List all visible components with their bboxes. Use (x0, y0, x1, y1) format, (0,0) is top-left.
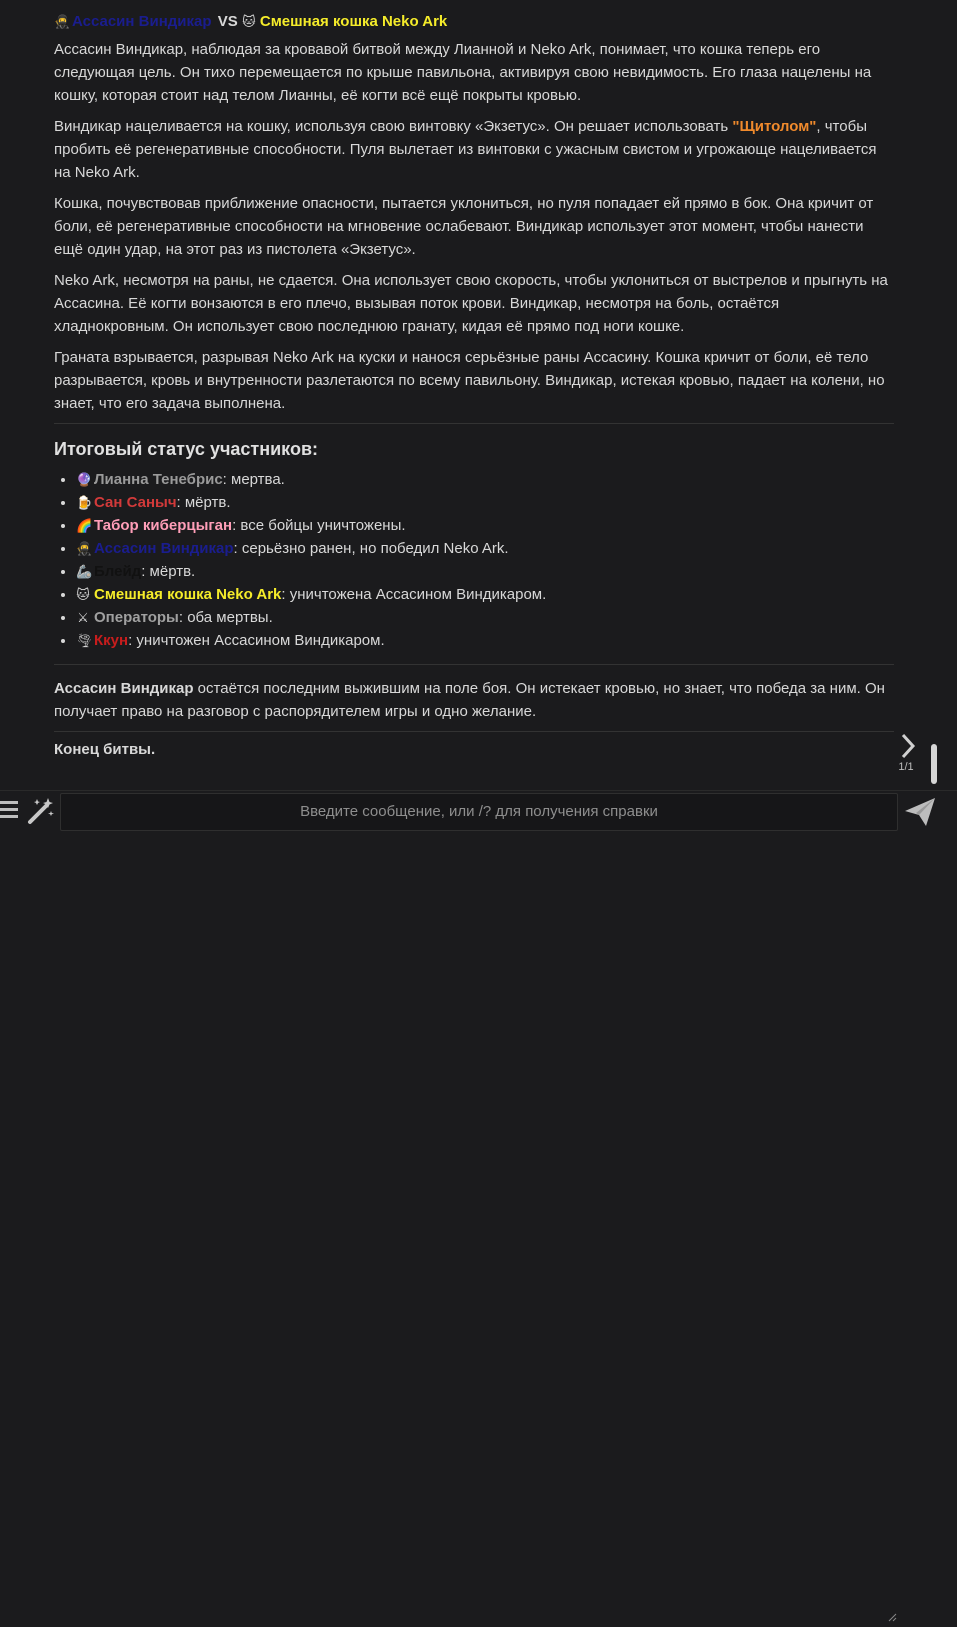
participant-name: Операторы (94, 609, 179, 626)
menu-button[interactable] (0, 799, 22, 823)
status-item-assassin (76, 537, 894, 560)
chat-area (0, 0, 957, 790)
page-counter: 1/1 (898, 761, 914, 773)
ninja-icon: 🥷 (76, 541, 93, 556)
ninja-icon: 🥷 (54, 14, 71, 29)
send-icon (902, 795, 938, 829)
battle-header (54, 10, 894, 33)
battle-end-text: Конец битвы. (54, 741, 156, 758)
bot-message (54, 10, 894, 769)
participant-name: Табор киберцыган (94, 517, 233, 534)
divider (54, 423, 894, 424)
vs-label: VS (217, 13, 238, 30)
participant-status: : мёртв. (141, 563, 196, 580)
participant-name: Лианна Тенебрис (94, 471, 223, 488)
status-item-blade (76, 560, 894, 583)
fighter-1-name: Ассасин Виндикар (72, 13, 212, 30)
cat-icon: 🐱 (76, 587, 90, 602)
crossed-swords-icon: ⚔ (77, 610, 89, 625)
paragraph-2-text-b: , чтобы пробить её регенеративные способности. Пуля вылетает из винтовки с ужасным свистом и угрожающе нацеливается на Neko Ark. (54, 118, 877, 181)
scrollbar-thumb[interactable] (931, 744, 937, 784)
paragraph-1: Ассасин Виндикар, наблюдая за кровавой битвой между Лианной и Neko Ark, понимает, что кошка теперь его следующая цель. Он тихо перемещается по крыше павильона, активируя свою невидимость. Его глаза нацелены на кошку, которая стоит над телом Лианны, её когти всё ещё покрыты кровью. (54, 41, 872, 104)
participant-status: : мертва. (222, 471, 285, 488)
participant-name: Ккун (94, 632, 129, 649)
status-item-lianna (76, 468, 894, 491)
fighter-2-name: Смешная кошка Neko Ark (259, 13, 448, 30)
participant-name: Ассасин Виндикар (94, 540, 234, 557)
participant-name: Сан Саныч (94, 494, 177, 511)
input-bar (0, 790, 957, 834)
divider (54, 731, 894, 732)
tornado-icon: 🌪 (76, 633, 93, 648)
final-paragraph (54, 677, 894, 723)
status-item-san-sanych (76, 491, 894, 514)
participant-status: : серьёзно ранен, но победил Neko Ark. (233, 540, 509, 557)
status-item-operators (76, 606, 894, 629)
participant-status: : оба мертвы. (178, 609, 273, 626)
status-list (54, 468, 894, 652)
resize-handle[interactable] (887, 1609, 897, 1619)
message-input[interactable] (60, 793, 898, 831)
final-text: остаётся последним выжившим на поле боя. Он истекает кровью, но знает, что победа за ним. Он получает право на разговор с распорядителем игры и одно желание. (54, 680, 885, 720)
next-page-button[interactable] (895, 731, 921, 761)
participant-status: : уничтожена Ассасином Виндикаром. (281, 586, 547, 603)
status-item-tabor (76, 514, 894, 537)
winner-name: Ассасин Виндикар (54, 680, 194, 697)
battle-end (54, 738, 894, 761)
paragraph-4: Neko Ark, несмотря на раны, не сдается. Она использует свою скорость, чтобы уклониться от выстрелов и прыгнуть на Ассасина. Её когти вонзаются в его плечо, вызывая поток крови. Виндикар, несмотря на боль, остаётся хладнокровным. Он использует свою последнюю гранату, кидая её прямо под ноги кошке. (54, 272, 888, 335)
chevron-right-icon (895, 731, 921, 761)
magic-wand-icon (24, 795, 56, 827)
mechanical-arm-icon: 🦾 (76, 564, 93, 579)
paragraph-5: Граната взрывается, разрывая Neko Ark на куски и нанося серьёзные раны Ассасину. Кошка кричит от боли, её тело разрывается, кровь и внутренности разлетаются по всему павильону. Виндикар, истекая кровью, падает на колени, но знает, что его задача выполнена. (54, 349, 885, 412)
status-title: Итоговый статус участников: (54, 439, 319, 459)
paragraph-2-text-a: Виндикар нацеливается на кошку, используя свою винтовку «Экзетус». Он решает использовать (54, 118, 733, 135)
paragraph-2 (54, 115, 894, 184)
paragraph-3: Кошка, почувствовав приближение опасности, пытается уклониться, но пуля попадает ей прямо в бок. Она кричит от боли, её регенеративные способности на мгновение ослабевают. Виндикар использует этот момент, чтобы нанести ещё один удар, на этот раз из пистолета «Экзетус». (54, 195, 874, 258)
participant-status: : уничтожен Ассасином Виндикаром. (128, 632, 385, 649)
send-button[interactable] (902, 795, 938, 829)
resize-grip-icon (887, 1612, 897, 1622)
beer-icon: 🍺 (76, 495, 93, 510)
participant-status: : мёртв. (176, 494, 231, 511)
participant-name: Смешная кошка Neko Ark (94, 586, 282, 603)
magic-wand-button[interactable] (24, 795, 56, 827)
status-item-neko (76, 583, 894, 606)
shieldbreaker-term: "Щитолом" (732, 118, 817, 135)
participant-name: Блейд (94, 563, 142, 580)
cat-icon: 🐱 (242, 14, 256, 29)
status-item-kkun (76, 629, 894, 652)
participant-status: : все бойцы уничтожены. (232, 517, 406, 534)
divider (54, 664, 894, 665)
rainbow-icon: 🌈 (76, 518, 93, 533)
crystal-ball-icon: 🔮 (76, 472, 93, 487)
